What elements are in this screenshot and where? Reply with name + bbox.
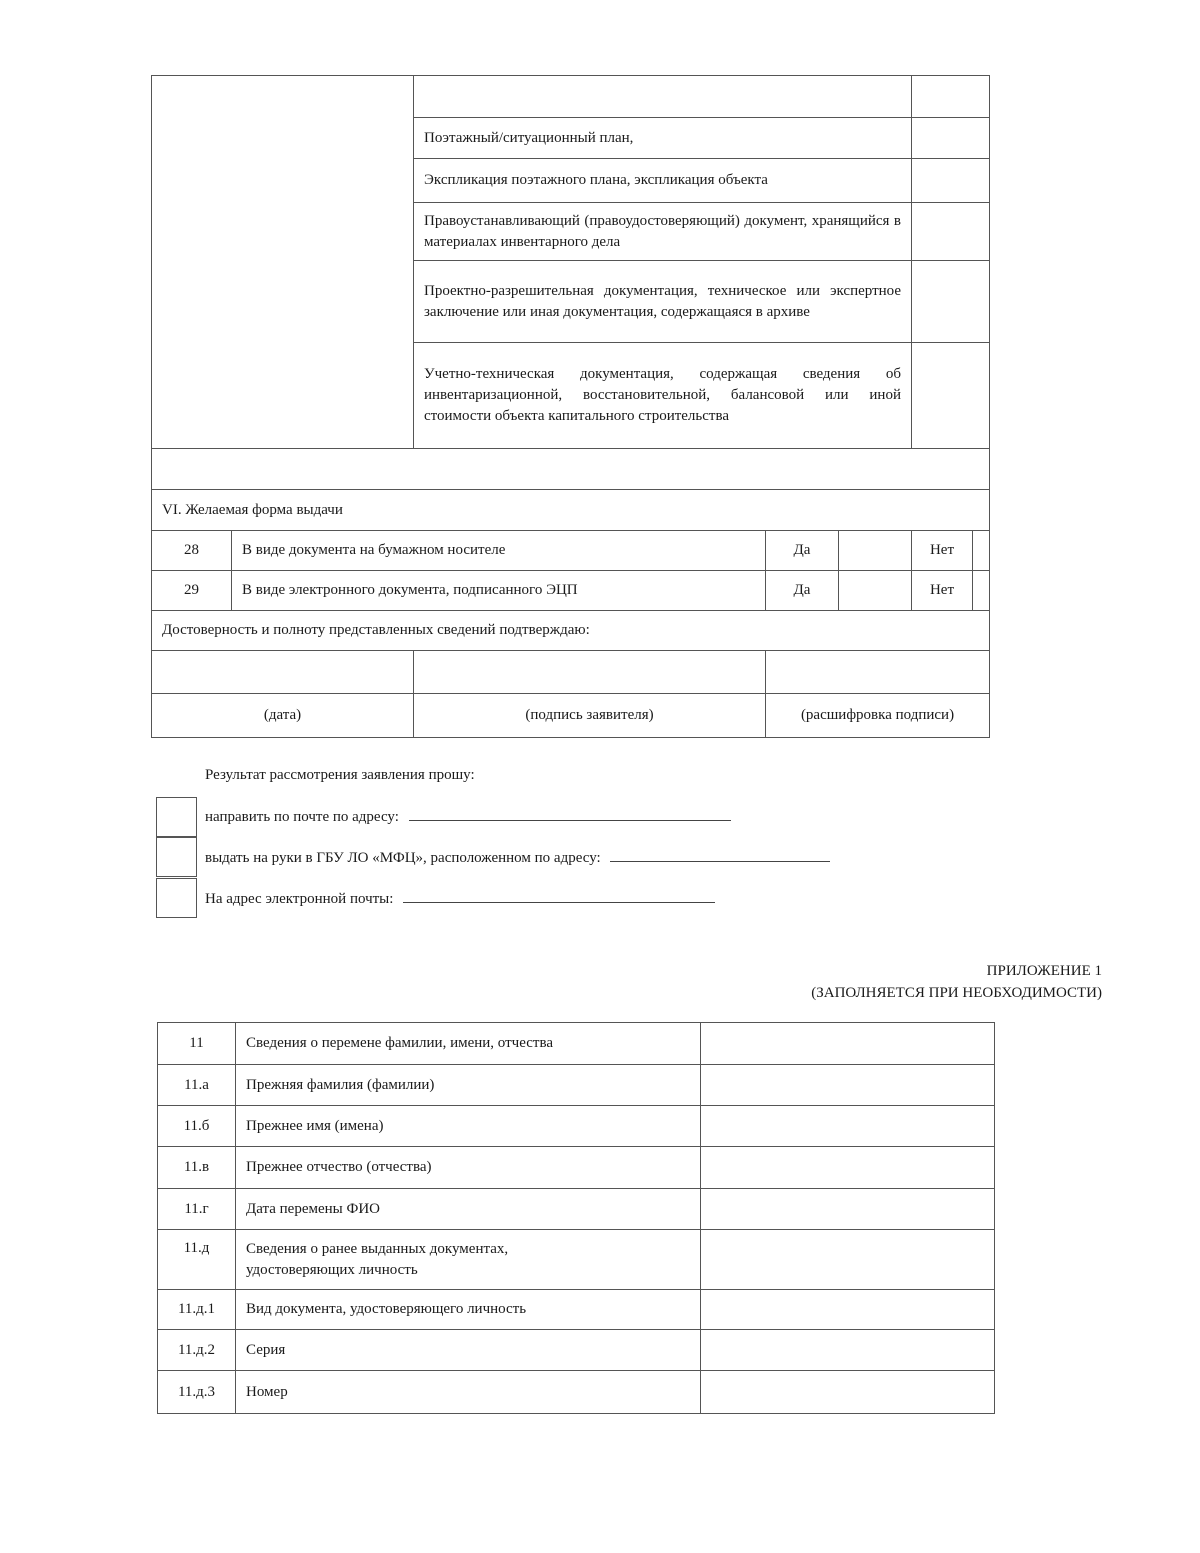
doc-item: Экспликация поэтажного плана, экспликация объекта [414,159,912,203]
row-number: 11.а [158,1065,236,1106]
table-row [158,1371,995,1414]
doc-check-cell[interactable] [912,261,990,343]
doc-check-cell[interactable] [912,203,990,261]
row-number: 11.д.2 [158,1330,236,1371]
yes-label: Да [766,531,839,571]
table-row [158,1330,995,1371]
table-row [158,1106,995,1147]
row-number: 11 [158,1023,236,1065]
table-row [158,1290,995,1330]
row-number: 11.в [158,1147,236,1189]
docs-label-cell [152,76,414,449]
value-field[interactable] [701,1189,995,1230]
row-text: Сведения о перемене фамилии, имени, отчества [236,1023,701,1065]
doc-check-cell[interactable] [912,76,990,118]
no-checkbox[interactable] [973,571,989,610]
row-text: Прежнее отчество (отчества) [236,1147,701,1189]
table-row [152,531,990,571]
value-field[interactable] [701,1023,995,1065]
row-text: Вид документа, удостоверяющего личность [236,1290,701,1330]
table-row [158,1065,995,1106]
no-label: Нет [912,571,973,610]
doc-check-cell[interactable] [912,118,990,159]
row-text: В виде электронного документа, подписанного ЭЦП [232,571,766,611]
row-text: Прежняя фамилия (фамилии) [236,1065,701,1106]
email-option-checkbox[interactable] [156,878,197,918]
doc-check-cell[interactable] [912,159,990,203]
doc-check-cell[interactable] [912,343,990,449]
yes-label: Да [766,571,839,611]
email-option [205,890,715,908]
post-option [205,808,731,826]
doc-item [414,76,912,118]
no-label: Нет [912,531,973,570]
date-field[interactable] [152,651,414,694]
confirmation-text: Достоверность и полноту представленных сведений подтверждаю: [152,611,990,651]
row-number: 11.д [158,1230,236,1290]
email-address-field[interactable] [403,890,715,903]
doc-item: Учетно-техническая документация, содержащая сведения об инвентаризационной, восстановительной, балансовой или иной стоимости объекта капитального строительства [414,343,912,449]
table-row [158,1147,995,1189]
row-text: Прежнее имя (имена) [236,1106,701,1147]
no-checkbox[interactable] [973,531,989,570]
post-option-checkbox[interactable] [156,797,197,837]
mfc-option [205,849,830,867]
yes-checkbox[interactable] [839,571,912,611]
mfc-option-label: выдать на руки в ГБУ ЛО «МФЦ», расположенном по адресу: [205,850,601,866]
result-heading: Результат рассмотрения заявления прошу: [205,767,475,783]
row-text: В виде документа на бумажном носителе [232,531,766,571]
value-field[interactable] [701,1065,995,1106]
value-field[interactable] [701,1371,995,1414]
yes-checkbox[interactable] [839,531,912,571]
appendix-header [811,960,1102,1004]
row-number: 11.д.3 [158,1371,236,1414]
row-text: Номер [236,1371,701,1414]
row-number: 11.д.1 [158,1290,236,1330]
table-row [158,1189,995,1230]
doc-item: Проектно-разрешительная документация, техническое или экспертное заключение или иная документация, содержащаяся в архиве [414,261,912,343]
appendix-subtitle: (ЗАПОЛНЯЕТСЯ ПРИ НЕОБХОДИМОСТИ) [811,985,1102,1001]
value-field[interactable] [701,1106,995,1147]
decoding-caption: (расшифровка подписи) [766,694,990,738]
signature-caption: (подпись заявителя) [414,694,766,738]
doc-item: Правоустанавливающий (правоудостоверяющий) документ, хранящийся в материалах инвентарного дела [414,203,912,261]
spacer-row [152,449,990,490]
date-caption: (дата) [152,694,414,738]
row-text: Серия [236,1330,701,1371]
table-row [152,571,990,611]
row-text: Дата перемены ФИО [236,1189,701,1230]
post-address-field[interactable] [409,808,731,821]
decoding-field[interactable] [766,651,990,694]
mfc-option-checkbox[interactable] [156,837,197,877]
table-row [158,1230,995,1290]
appendix-title: ПРИЛОЖЕНИЕ 1 [986,963,1102,979]
doc-item: Поэтажный/ситуационный план, [414,118,912,159]
row-text: Сведения о ранее выданных документах, удостоверяющих личность [236,1230,701,1290]
post-option-label: направить по почте по адресу: [205,809,399,825]
email-option-label: На адрес электронной почты: [205,891,394,907]
application-form-table [151,75,990,738]
mfc-address-field[interactable] [610,849,830,862]
row-number: 29 [152,571,232,611]
value-field[interactable] [701,1290,995,1330]
value-field[interactable] [701,1330,995,1371]
signature-field[interactable] [414,651,766,694]
row-number: 11.г [158,1189,236,1230]
row-number: 11.б [158,1106,236,1147]
section-vi-title: VI. Желаемая форма выдачи [152,490,990,531]
row-number: 28 [152,531,232,571]
table-row [158,1023,995,1065]
value-field[interactable] [701,1147,995,1189]
appendix-table [157,1022,995,1414]
value-field[interactable] [701,1230,995,1290]
